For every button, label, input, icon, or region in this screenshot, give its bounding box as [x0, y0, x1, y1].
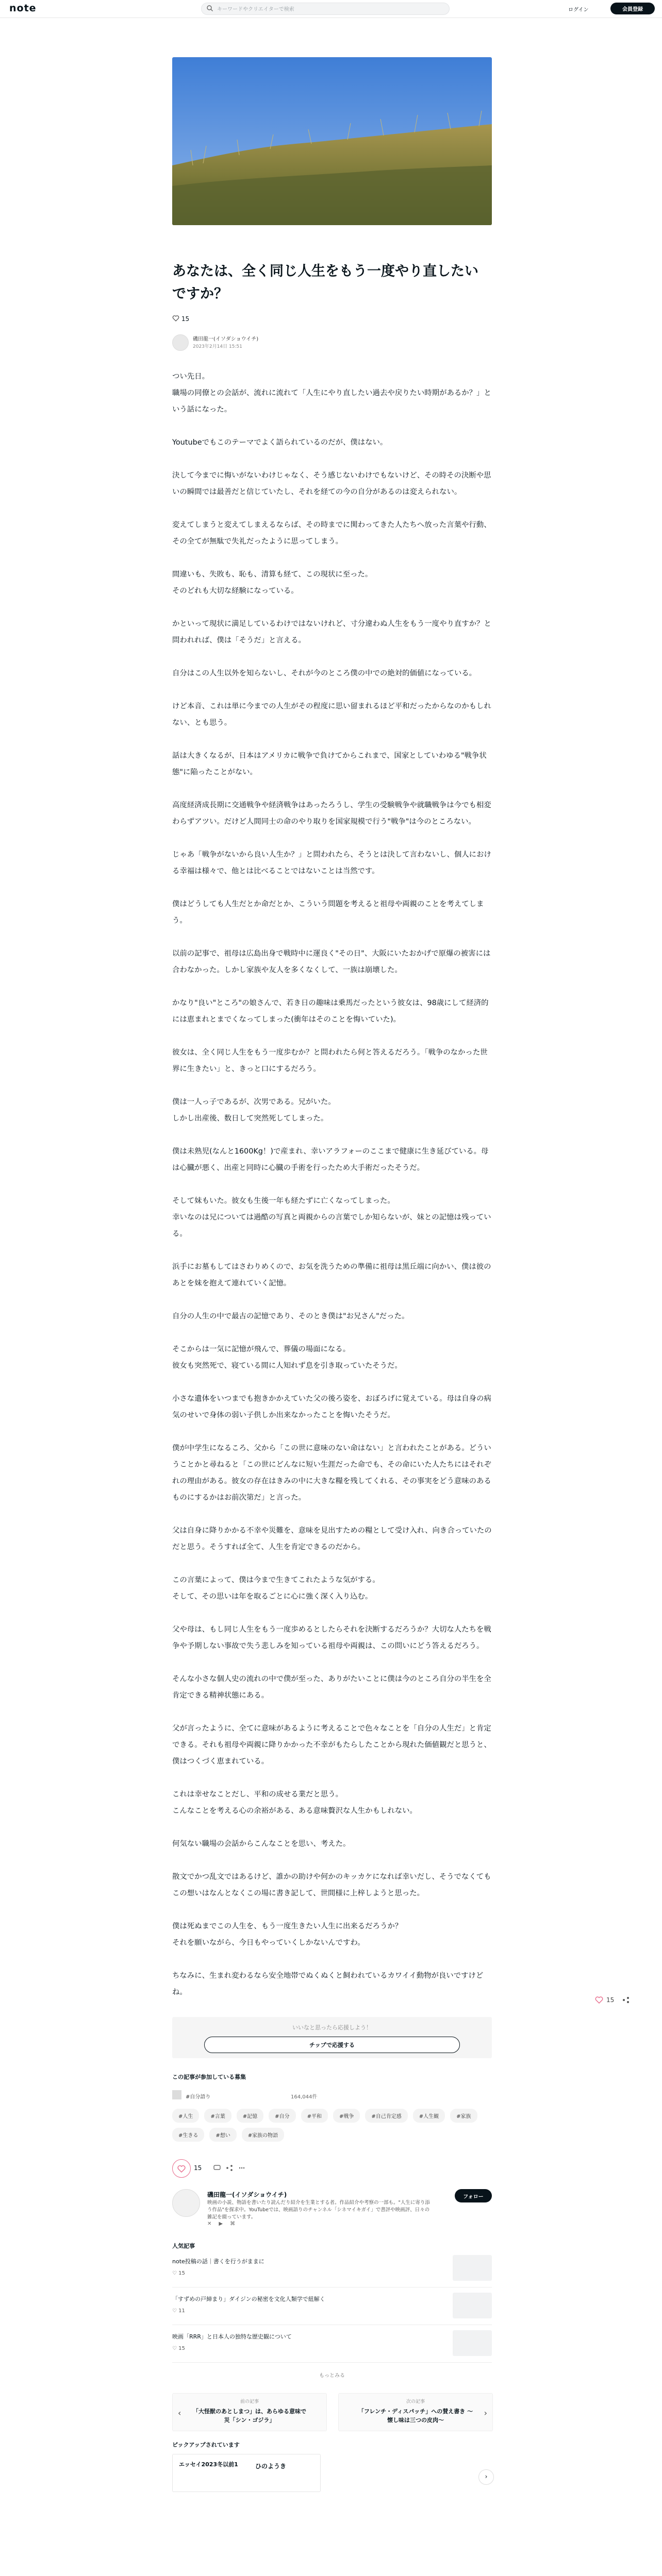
- tag-chip[interactable]: #言葉: [204, 2109, 231, 2123]
- popular-article-likes: ♡ 11: [172, 2308, 185, 2314]
- paragraph: 変えてしまうと変えてしまえるならば、その時までに関わってきた人たちへ放った言葉や行動、その全てが無駄で失礼だったように思ってしまう。: [172, 521, 491, 546]
- publish-date: 2023年2月14日 15:51: [193, 344, 242, 349]
- tag-chip[interactable]: #家族の物語: [242, 2128, 284, 2142]
- like-count: 15: [606, 1996, 615, 2004]
- popular-article-thumbnail[interactable]: [453, 2255, 492, 2281]
- article: [172, 260, 492, 2492]
- youtube-icon[interactable]: ▶: [219, 2221, 230, 2227]
- paragraph: これは幸せなことだし、平和の成せる業だと思う。 こんなことを考える心の余裕がある、ある意味贅沢な人生かもしれない。: [172, 1790, 417, 1815]
- magazine-thumbnail: [172, 2090, 181, 2099]
- tag-list: [172, 2109, 492, 2142]
- magazine-count: 164,044件: [291, 2094, 318, 2100]
- search-icon: [206, 5, 213, 12]
- chevron-right-icon: ›: [484, 2408, 487, 2418]
- paragraph: 間違いも、失敗も、恥も、清算も経て、この現状に至った。 そのどれも大切な経験になっている。: [172, 570, 373, 595]
- creator-avatar[interactable]: [172, 2189, 200, 2217]
- signup-button[interactable]: 会員登録: [610, 3, 655, 14]
- paragraph: 話は大きくなるが、日本はアメリカに戦争で負けてからこれまで、国家としていわゆる"戦争状態"に陥ったことがない。: [172, 752, 487, 776]
- follow-button[interactable]: フォロー: [455, 2189, 492, 2202]
- article-title: あなたは、全く同じ人生をもう一度やり直したいですか？: [172, 263, 478, 302]
- paragraph: けど本音、これは単に今までの人生がその程度に思い留まれるほど平和だったからなのかもしれない、とも思う。: [172, 702, 491, 727]
- pickup-section: [172, 2454, 492, 2492]
- more-options-icon[interactable]: [238, 2164, 245, 2172]
- paragraph: 父は自身に降りかかる不幸や災難を、意味を見出すための糧として受け入れ、向き合っていたのだと思う。そうすれば全て、人生を肯定できるのだから。: [172, 1527, 492, 1551]
- heart-icon: [173, 2160, 190, 2177]
- action-row: [172, 2159, 492, 2180]
- pickup-card[interactable]: [172, 2454, 321, 2492]
- list-item[interactable]: [172, 2325, 492, 2363]
- magazine-name[interactable]: #自分語り: [186, 2094, 211, 2100]
- tag-chip[interactable]: #家族: [450, 2109, 477, 2123]
- paragraph: 決して今までに悔いがないわけじゃなく、そう感じないわけでもないけど、その時その決断や思いの瞬間では最善だと信じていたし、それを経ての今の自分があるのは変えられない。: [172, 471, 491, 496]
- tag-chip[interactable]: #人生: [172, 2109, 199, 2123]
- like-summary[interactable]: [172, 315, 492, 325]
- paragraph: 自分はこの人生以外を知らないし、それが今のところ僕の中での絶対的価値になっている。: [172, 669, 477, 677]
- paragraph: つい先日。 職場の同僚との会話が、流れに流れて「人生にやり直したい過去や戻りたい時期があるか？」という話になった。: [172, 372, 491, 414]
- paragraph: 散文でかつ乱文ではあるけど、誰かの助けや何かのキッカケになれば幸いだし、そうでなくてもこの想いはなんとなくこの場に書き記して、世間様に上梓しようと思った。: [172, 1873, 491, 1897]
- paragraph: Youtubeでもこのテーマでよく語られているのだが、僕はない。: [172, 438, 388, 447]
- list-item[interactable]: [172, 2250, 492, 2287]
- like-button[interactable]: [172, 2159, 191, 2178]
- heart-icon[interactable]: [595, 1996, 603, 2004]
- paragraph: この言葉によって、僕は今まで生きてこれたような気がする。 そして、その思いは年を取るごとに心に強く深く入り込む。: [172, 1576, 380, 1601]
- author-avatar[interactable]: [172, 334, 189, 351]
- paragraph: 自分の人生の中で最古の記憶であり、そのとき僕は"お兄さん"だった。: [172, 1312, 409, 1320]
- paragraph: 僕は一人っ子であるが、次男である。兄がいた。 しかし出産後、数日して突然死してしまった。: [172, 1098, 336, 1123]
- popular-article-title[interactable]: 「すずめの戸締まり」ダイジンの秘密を文化人類学で紐解く: [172, 2296, 325, 2302]
- tag-chip[interactable]: #記憶: [237, 2109, 263, 2123]
- tag-chip[interactable]: #平和: [301, 2109, 328, 2123]
- popular-article-likes: ♡ 15: [172, 2346, 185, 2351]
- popular-article-title[interactable]: note投稿の話｜書くを行うがままに: [172, 2258, 264, 2265]
- pickup-next-button[interactable]: ›: [478, 2469, 494, 2485]
- popular-article-thumbnail[interactable]: [453, 2330, 492, 2356]
- like-count: 15: [194, 2164, 202, 2172]
- comment-icon[interactable]: [213, 2164, 221, 2172]
- magazine-heading: この記事が参加している募集: [172, 2074, 246, 2080]
- tag-chip[interactable]: #想い: [209, 2128, 236, 2142]
- previous-article-title: 「大怪獣のあとしまつ」は、あらゆる意味で災「シン・ゴジラ」: [193, 2408, 306, 2424]
- next-label: 次の記事: [406, 2399, 425, 2404]
- support-box: [172, 2017, 492, 2058]
- paragraph: 僕はどうしても人生だとか命だとか、こういう問題を考えると祖母や両親のことを考えてしまう。: [172, 900, 484, 925]
- popular-articles-heading: 人気記事: [172, 2243, 195, 2249]
- floating-like-bar: [595, 1995, 641, 2007]
- paragraph: 高度経済成長期に交通戦争や経済戦争はあったろうし、学生の受験戦争や就職戦争は今でも相変わらずアツい。だけど人間同士の命のやり取りを国家規模で行う"戦争"は今のところない。: [172, 801, 491, 826]
- search-input[interactable]: [216, 4, 440, 14]
- paragraph: 父や母は、もし同じ人生をもう一度歩めるとしたらそれを決断するだろうか？大切な人たちを戦争や予期しない事故で失う悲しみを知っている祖母や両親は、この問いにどう答えるだろう。: [172, 1625, 491, 1650]
- heart-icon: [172, 315, 179, 322]
- support-message: いいなと思ったら応援しよう！: [292, 2024, 372, 2031]
- top-navigation-bar: [0, 0, 662, 18]
- pickup-heading: ピックアップされています: [172, 2442, 240, 2448]
- paragraph: かなり"良い"ところ"の娘さんで、若き日の趣味は乗馬だったという彼女は、98歳にして経済的には恵まれとまでくなってしまった(衝年はそのことを悔いていた)。: [172, 999, 489, 1024]
- paragraph: 浜手にお墓もしてはさわりめくので、お気を洗うための準備に祖母は黒丘端に向かい、僕は彼のあとを妹を抱えて連れていく記憶。: [172, 1263, 491, 1287]
- creator-bio: 映画の小説、物語を書いたり読んだり紹介を生業とする者。作品紹介や考察の一部も。"人生に寄り添う作品"を探求中。YouTubeでは、映画語りのチャンネル「シネマイキガイ」で書評や映画評、日々の雑記を綴っています。: [207, 2200, 430, 2220]
- paragraph: 彼女は、全く同じ人生をもう一度歩むか？と問われたら何と答えるだろう。「戦争のなかった世界に生きたい」と、きっと口にするだろう。: [172, 1048, 488, 1073]
- article-navigation: [172, 2393, 492, 2430]
- next-article-link[interactable]: [338, 2393, 493, 2431]
- twitter-icon[interactable]: ✕: [207, 2221, 219, 2227]
- share-icon[interactable]: [622, 1996, 630, 2004]
- paragraph: そして妹もいた。彼女も生後一年も経たずに亡くなってしまった。 幸いなのは兄については過酷の写真と両親からの言葉でしか知らないが、妹との記憶は残っている。: [172, 1197, 491, 1238]
- login-link[interactable]: ログイン: [568, 7, 589, 13]
- paragraph: 以前の記事で、祖母は広島出身で戦時中に運良く"その日"、大阪にいたおかげで原爆の被害には合わなかった。しかし家族や友人を多くなくして、一族は崩壊した。: [172, 950, 491, 974]
- sns-links[interactable]: [207, 2221, 242, 2227]
- previous-label: 前の記事: [240, 2399, 259, 2404]
- paragraph: 父が言ったように、全てに意味があるように考えることで色々なことを「自分の人生だ」と肯定できる。それも祖母や両親に降りかかった不幸がもたらしたことから現れた価値観だと思うと、僕はつくづく恵まれている。: [172, 1724, 491, 1766]
- paragraph: じゃあ「戦争がないから良い人生か？」と問われたら、そうとは決して言わないし、個人における幸福は様々で、他とは比べることではないことは当然です。: [172, 851, 491, 875]
- creator-name[interactable]: 磯田龍一(イソダショウイチ): [207, 2191, 287, 2198]
- like-count: 15: [181, 315, 190, 323]
- like-count: 15: [178, 2270, 185, 2276]
- like-count: 11: [178, 2308, 185, 2314]
- see-more-link[interactable]: もっとみる: [319, 2373, 345, 2379]
- hero-landscape-picture: [172, 57, 492, 225]
- note-logo[interactable]: note: [9, 3, 37, 14]
- tag-chip[interactable]: #自分: [269, 2109, 295, 2123]
- paragraph: ちなみに、生まれ変わるなら安全地帯でぬくぬくと飼われているカワイイ動物が良いですけどね。: [172, 1972, 484, 1996]
- tip-support-button[interactable]: チップで応援する: [204, 2037, 460, 2053]
- author-name[interactable]: 磯田龍一(イソダショウイチ): [193, 336, 259, 342]
- paragraph: 何気ない職場の会話からこんなことを思い、考えた。: [172, 1840, 351, 1848]
- paragraph: 小さな遺体をいつまでも抱きかかえていた父の後ろ姿を、おぼろげに覚えている。母は自身の病気のせいで身体の弱い子供しか出来なかったことを悔いたそうだ。: [172, 1395, 491, 1419]
- hero-image: [172, 57, 492, 225]
- paragraph: かといって現状に満足しているわけではないけれど、寸分違わぬ人生をもう一度やり直すか？と問われれば、僕は「そうだ」と言える。: [172, 620, 491, 645]
- tag-chip[interactable]: #生きる: [172, 2128, 204, 2142]
- share-icon[interactable]: [226, 2164, 233, 2172]
- paragraph: そんな小さな個人史の流れの中で僕が至った、ありがたいことに僕は今のところ自分の半生を全肯定できる精神状態にある。: [172, 1675, 491, 1700]
- creator-profile-card: [172, 2189, 492, 2230]
- magazine-entry[interactable]: [172, 2088, 492, 2103]
- tag-chip[interactable]: #戦争: [333, 2109, 360, 2123]
- popular-article-title[interactable]: 映画「RRR」と日本人の独特な歴史観について: [172, 2333, 292, 2340]
- like-count: 15: [178, 2346, 185, 2351]
- paragraph: そこからは一気に記憶が飛んで、葬儀の場面になる。 彼女も突然死で、寝ている間に人知れず息を引き取っていたそうだ。: [172, 1345, 402, 1370]
- pickup-title: エッセイ2023冬以前1: [179, 2461, 238, 2468]
- tag-chip[interactable]: #自己肯定感: [365, 2109, 407, 2123]
- previous-article-link[interactable]: [172, 2393, 327, 2431]
- popular-article-thumbnail[interactable]: [453, 2293, 492, 2318]
- pickup-author: ひのようき: [255, 2463, 287, 2470]
- author-info: [172, 333, 492, 354]
- search-box[interactable]: [201, 3, 450, 15]
- popular-article-likes: ♡ 15: [172, 2270, 185, 2276]
- paragraph: 僕が中学生になるころ、父から「この世に意味のない命はない」と言われたことがある。どういうことかと尋ねると「この世にどんなに短い生涯だった命でも、その命にいた人たちにはそれぞれの理由がある。彼女の存在はきみの中に大きな糧を残してくれる、その事実をどう意味のあるものにするかはお前次第だ」と言った。: [172, 1444, 491, 1502]
- link-icon[interactable]: ⌘: [230, 2221, 243, 2227]
- chevron-left-icon: ‹: [178, 2408, 181, 2418]
- paragraph: 僕は死ぬまでこの人生を、もう一度生きたい人生に出来るだろうか？ それを願いながら、今日もやっていくしかないんですわ。: [172, 1922, 403, 1947]
- next-article-title: 「フレンチ・ディスパッチ」への賛え書き ～懐し味は三つの皮肉～: [358, 2408, 473, 2424]
- article-body: [172, 368, 492, 2001]
- tag-chip[interactable]: #人生観: [413, 2109, 445, 2123]
- paragraph: 僕は未熟児(なんと1600Kg！)で産まれ、幸いアラフォーのここまで健康に生き延びている。母は心臓が悪く、出産と同時に心臓の手術を行ったため大手術だったそうだ。: [172, 1147, 489, 1172]
- list-item[interactable]: [172, 2287, 492, 2325]
